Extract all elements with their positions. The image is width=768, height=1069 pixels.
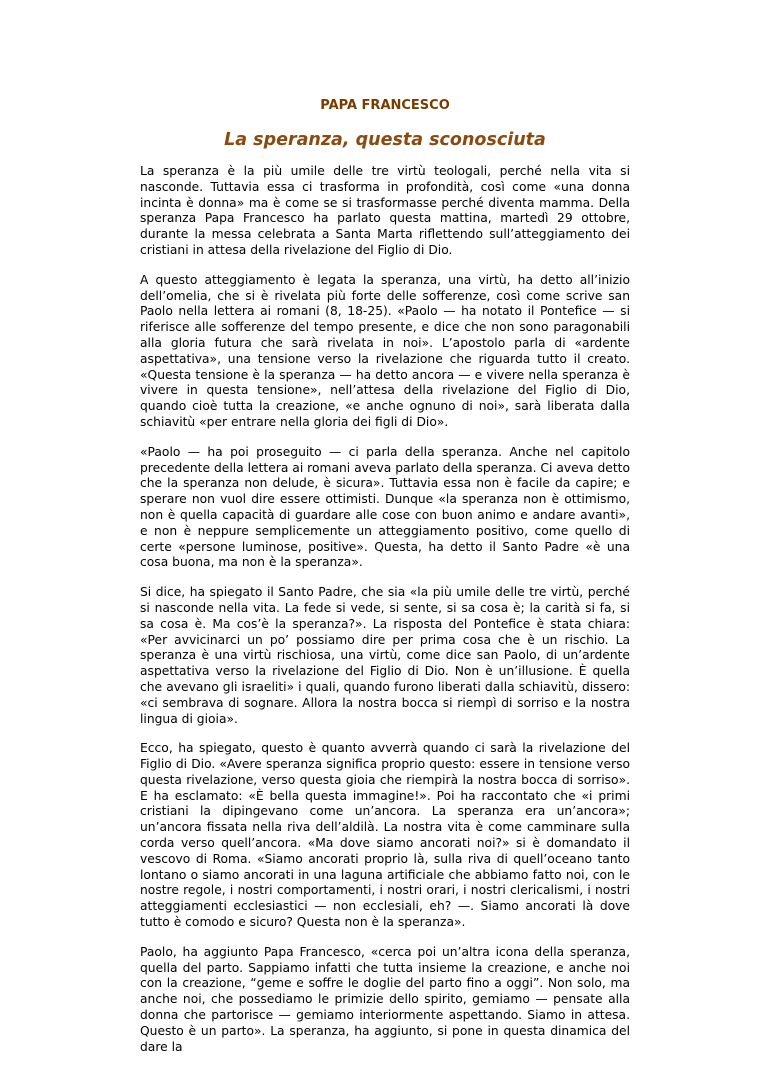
- body-paragraph: La speranza è la più umile delle tre virtù teologali, perché nella vita si nasconde. Tuttavia essa ci trasforma in profondità, così come «una donna incinta è donna» ma è come se si trasformasse perché diventa mamma. Della speranza Papa Francesco ha parlato questa mattina, martedì 29 ottobre, durante la messa celebrata a Santa Marta riflettendo sull’atteggiamento dei cristiani in attesa della rivelazione del Figlio di Dio.: [140, 164, 630, 257]
- body-paragraph: «Paolo — ha poi proseguito — ci parla della speranza. Anche nel capitolo precedente della lettera ai romani aveva parlato della speranza. Ci aveva detto che la speranza non delude, è sicura». Tuttavia essa non è facile da capire; e sperare non vuol dire essere ottimisti. Dunque «la speranza non è ottimismo, non è quella capacità di guardare alle cose con buon animo e andare avanti», e non è neppure semplicemente un atteggiamento positivo, come quello di certe «persone luminose, positive». Questa, ha detto il Santo Padre «è una cosa buona, ma non è la speranza».: [140, 444, 630, 570]
- document-page: [140, 98, 630, 1069]
- body-paragraph: Si dice, ha spiegato il Santo Padre, che sia «la più umile delle tre virtù, perché si nasconde nella vita. La fede si vede, si sente, si sa cosa è; la carità si fa, si sa cosa è. Ma cos’è la speranza?». La risposta del Pontefice è stata chiara: «Per avvicinarci un po’ possiamo dire per prima cosa che è un rischio. La speranza è una virtù rischiosa, una virtù, come dice san Paolo, di un’ardente aspettativa verso la rivelazione del Figlio di Dio. Non è un’illusione. È quella che avevano gli israeliti» i quali, quando furono liberati dalla schiavitù, dissero: «ci sembrava di sognare. Allora la nostra bocca si riempì di sorriso e la nostra lingua di gioia».: [140, 585, 630, 726]
- body-paragraph: Paolo, ha aggiunto Papa Francesco, «cerca poi un’altra icona della speranza, quella del parto. Sappiamo infatti che tutta insieme la creazione, e anche noi con la creazione, “geme e soffre le doglie del parto fino a oggi”. Non solo, ma anche noi, che possediamo le primizie dello spirito, gemiamo — pensate alla donna che partorisce — gemiamo interiormente aspettando. Siamo in attesa. Questo è un parto». La speranza, ha aggiunto, si pone in questa dinamica del dare la: [140, 944, 630, 1054]
- body-paragraph: A questo atteggiamento è legata la speranza, una virtù, ha detto all’inizio dell’omelia, che si è rivelata più forte delle sofferenze, così come scrive san Paolo nella lettera ai romani (8, 18-25). «Paolo — ha notato il Pontefice — si riferisce alle sofferenze del tempo presente, e dice che non sono paragonabili alla gloria futura che sarà rivelata in noi». L’apostolo parla di «ardente aspettativa», una tensione verso la rivelazione che riguarda tutto il creato. «Questa tensione è la speranza — ha detto ancora — e vivere nella speranza è vivere in questa tensione», nell’attesa della rivelazione del Figlio di Dio, quando cioè tutta la creazione, «e anche ognuno di noi», sarà liberata dalla schiavitù «per entrare nella gloria dei figli di Dio».: [140, 272, 630, 429]
- body-paragraph: Ecco, ha spiegato, questo è quanto avverrà quando ci sarà la rivelazione del Figlio di Dio. «Avere speranza significa proprio questo: essere in tensione verso questa rivelazione, verso questa gioia che riempirà la nostra bocca di sorriso». E ha esclamato: «È bella questa immagine!». Poi ha raccontato che «i primi cristiani la dipingevano come un’ancora. La speranza era un’ancora»; un’ancora fissata nella riva dell’aldilà. La nostra vita è come camminare sulla corda verso quell’ancora. «Ma dove siamo ancorati noi?» si è domandato il vescovo di Roma. «Siamo ancorati proprio là, sulla riva di quell’oceano tanto lontano o siamo ancorati in una laguna artificiale che abbiamo fatto noi, con le nostre regole, i nostri comportamenti, i nostri orari, i nostri clericalismi, i nostri atteggiamenti ecclesiastici — non ecclesiali, eh? —. Siamo ancorati là dove tutto è comodo e sicuro? Questa non è la speranza».: [140, 741, 630, 930]
- author-heading: PAPA FRANCESCO: [320, 98, 450, 113]
- article-title: La speranza, questa sconosciuta: [224, 130, 546, 150]
